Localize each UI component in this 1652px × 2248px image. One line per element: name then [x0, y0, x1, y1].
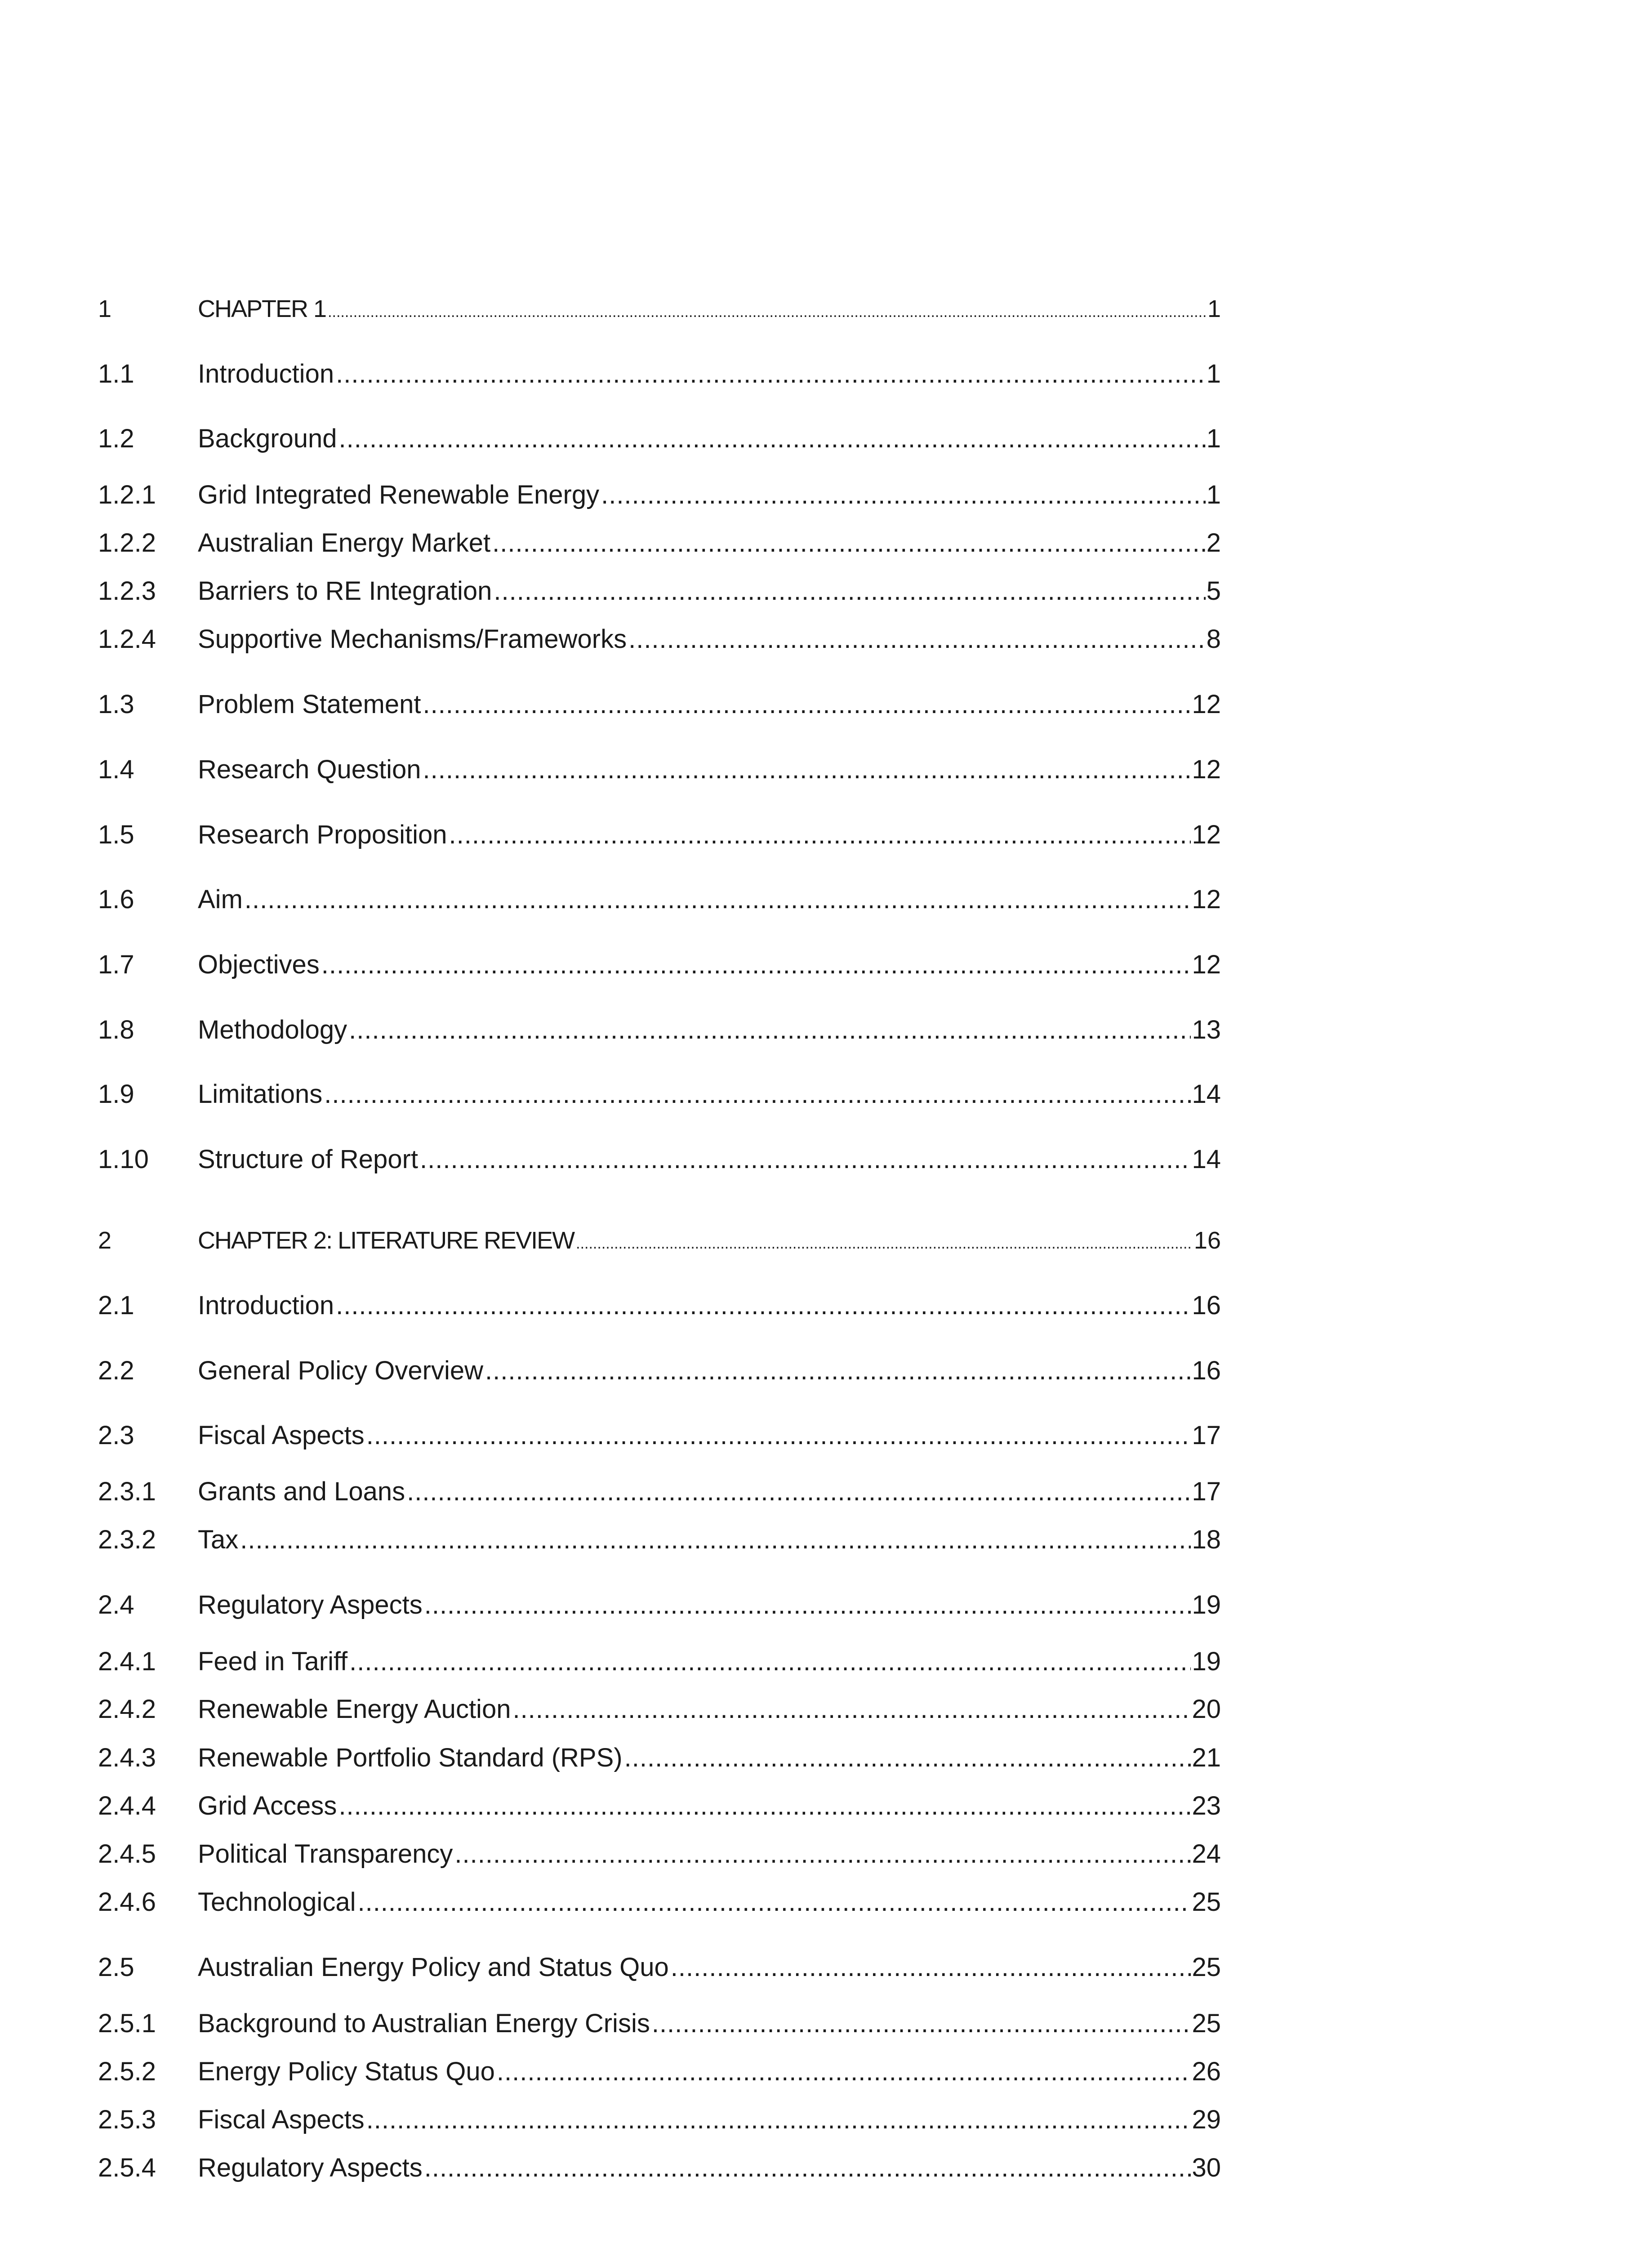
toc-entry[interactable]: [98, 525, 1221, 561]
toc-entry-page-number: 12: [1192, 885, 1221, 914]
toc-entry-title: Research Proposition: [198, 820, 447, 849]
toc-entry-title: Renewable Portfolio Standard (RPS): [198, 1743, 623, 1772]
toc-entry[interactable]: [98, 356, 1221, 392]
toc-entry[interactable]: [98, 1884, 1221, 1920]
toc-entry-number: 2.1: [98, 1291, 134, 1320]
toc-entry[interactable]: [98, 1691, 1221, 1727]
toc-entry-number: 1.2: [98, 424, 134, 453]
toc-entry-page-number: 14: [1192, 1079, 1221, 1109]
toc-entry-page-number: 23: [1192, 1791, 1221, 1820]
toc-entry-number: 2.2: [98, 1356, 134, 1385]
toc-entry[interactable]: [98, 1587, 1221, 1623]
toc-entry-page-number: 16: [1193, 1227, 1221, 1254]
toc-entry[interactable]: [98, 1949, 1221, 1985]
toc-entry-page-number: 2: [1206, 528, 1221, 558]
toc-entry-page-number: 12: [1192, 950, 1221, 979]
toc-entry-number: 2.4.6: [98, 1887, 156, 1917]
toc-entry-page-number: 25: [1192, 1887, 1221, 1917]
toc-entry-page-number: 12: [1192, 820, 1221, 849]
toc-entry-page-number: 26: [1192, 2057, 1221, 2086]
toc-entry[interactable]: [98, 1142, 1221, 1178]
toc-entry[interactable]: [98, 1522, 1221, 1558]
toc-entry-title: Methodology: [198, 1015, 347, 1044]
toc-entry-page-number: 12: [1192, 755, 1221, 784]
toc-entry-title: Structure of Report: [198, 1145, 418, 1174]
toc-entry-number: 2.4.4: [98, 1791, 156, 1820]
toc-entry-title: Technological: [198, 1887, 356, 1917]
toc-entry-number: 1.8: [98, 1015, 134, 1044]
dot-leader: [366, 1418, 1191, 1454]
toc-entry-page-number: 19: [1192, 1590, 1221, 1619]
toc-entry-number: 1.2.1: [98, 480, 156, 509]
toc-entry-page-number: 17: [1192, 1477, 1221, 1506]
toc-entry-page-number: 29: [1192, 2105, 1221, 2134]
toc-entry-number: 2: [98, 1227, 111, 1254]
toc-entry-title: General Policy Overview: [198, 1356, 483, 1385]
dot-leader: [652, 2006, 1191, 2042]
toc-entry-title: Background: [198, 424, 337, 453]
toc-entry-page-number: 24: [1192, 1839, 1221, 1869]
toc-entry-number: 1.9: [98, 1079, 134, 1109]
toc-entry-title: Australian Energy Market: [198, 528, 491, 558]
toc-entry[interactable]: [98, 1012, 1221, 1048]
toc-entry-number: 1.1: [98, 359, 134, 388]
toc-entry-number: 2.5.4: [98, 2153, 156, 2182]
toc-entry[interactable]: [98, 2006, 1221, 2042]
dot-leader: [324, 1076, 1191, 1112]
toc-entry-title: CHAPTER 1: [198, 295, 326, 322]
toc-entry-page-number: 16: [1192, 1356, 1221, 1385]
toc-entry-page-number: 25: [1192, 2009, 1221, 2038]
dot-leader: [424, 2150, 1191, 2186]
toc-entry-number: 2.3: [98, 1421, 134, 1450]
toc-entry[interactable]: [98, 2054, 1221, 2090]
dot-leader: [576, 1226, 1193, 1262]
toc-entry-page-number: 18: [1192, 1525, 1221, 1554]
toc-entry[interactable]: [98, 573, 1221, 609]
toc-entry-page-number: 8: [1206, 624, 1221, 654]
toc-entry-number: 1.2.2: [98, 528, 156, 558]
toc-entry-number: 1.3: [98, 690, 134, 719]
dot-leader: [240, 1522, 1191, 1558]
toc-entry-title: Research Question: [198, 755, 421, 784]
dot-leader: [449, 817, 1191, 853]
toc-entry[interactable]: [98, 2150, 1221, 2186]
toc-entry[interactable]: [98, 752, 1221, 788]
dot-leader: [328, 294, 1207, 330]
toc-entry-title: Barriers to RE Integration: [198, 576, 492, 606]
toc-entry[interactable]: [98, 2102, 1221, 2138]
toc-entry-page-number: 17: [1192, 1421, 1221, 1450]
toc-entry-title: Fiscal Aspects: [198, 2105, 365, 2134]
dot-leader: [321, 947, 1191, 983]
toc-entry-number: 2.5: [98, 1953, 134, 1982]
toc-entry-number: 2.5.3: [98, 2105, 156, 2134]
toc-entry-title: Feed in Tariff: [198, 1647, 348, 1676]
toc-entry-title: Renewable Energy Auction: [198, 1695, 511, 1724]
toc-entry-title: Grants and Loans: [198, 1477, 405, 1506]
dot-leader: [512, 1691, 1191, 1727]
toc-entry[interactable]: [98, 1288, 1221, 1324]
dot-leader: [357, 1884, 1191, 1920]
toc-entry[interactable]: [98, 477, 1221, 513]
toc-entry[interactable]: [98, 1740, 1221, 1776]
dot-leader: [245, 882, 1191, 918]
toc-entry[interactable]: [98, 1076, 1221, 1112]
dot-leader: [349, 1012, 1191, 1048]
dot-leader: [492, 525, 1206, 561]
dot-leader: [336, 1288, 1191, 1324]
toc-entry[interactable]: [98, 1644, 1221, 1680]
toc-entry-page-number: 21: [1192, 1743, 1221, 1772]
toc-entry-page-number: 1: [1207, 295, 1221, 322]
toc-entry-title: Grid Integrated Renewable Energy: [198, 480, 600, 509]
toc-entry-number: 1.6: [98, 885, 134, 914]
toc-entry-number: 2.5.2: [98, 2057, 156, 2086]
toc-entry-number: 1.5: [98, 820, 134, 849]
dot-leader: [628, 621, 1206, 657]
toc-entry-number: 2.4.1: [98, 1647, 156, 1676]
toc-entry-title: Australian Energy Policy and Status Quo: [198, 1953, 669, 1982]
toc-entry-title: Limitations: [198, 1079, 323, 1109]
toc-entry-title: Political Transparency: [198, 1839, 453, 1869]
toc-entry-number: 2.4.5: [98, 1839, 156, 1869]
toc-entry-title: Regulatory Aspects: [198, 1590, 423, 1619]
toc-entry[interactable]: [98, 947, 1221, 983]
dot-leader: [601, 477, 1206, 513]
toc-entry-title: Energy Policy Status Quo: [198, 2057, 495, 2086]
toc-entry-page-number: 1: [1206, 359, 1221, 388]
toc-entry-page-number: 14: [1192, 1145, 1221, 1174]
toc-entry-number: 2.3.2: [98, 1525, 156, 1554]
dot-leader: [366, 2102, 1191, 2138]
toc-entry[interactable]: [98, 1474, 1221, 1510]
toc-entry-number: 1.2.4: [98, 624, 156, 654]
dot-leader: [423, 752, 1191, 788]
toc-chapter-entry[interactable]: [98, 1222, 1221, 1258]
dot-leader: [671, 1949, 1191, 1985]
toc-entry-title: Problem Statement: [198, 690, 421, 719]
toc-entry[interactable]: [98, 817, 1221, 853]
toc-entry[interactable]: [98, 421, 1221, 457]
toc-entry-number: 2.4.3: [98, 1743, 156, 1772]
dot-leader: [349, 1644, 1191, 1680]
toc-entry-title: Background to Australian Energy Crisis: [198, 2009, 650, 2038]
toc-entry-title: Introduction: [198, 1291, 334, 1320]
toc-entry-number: 2.3.1: [98, 1477, 156, 1506]
toc-entry-title: Tax: [198, 1525, 239, 1554]
toc-entry-title: Supportive Mechanisms/Frameworks: [198, 624, 627, 654]
toc-chapter-entry[interactable]: [98, 291, 1221, 327]
toc-entry-page-number: 1: [1206, 480, 1221, 509]
toc-entry-page-number: 19: [1192, 1647, 1221, 1676]
toc-entry-number: 1.10: [98, 1145, 149, 1174]
dot-leader: [624, 1740, 1191, 1776]
toc-entry-page-number: 30: [1192, 2153, 1221, 2182]
toc-entry-title: Aim: [198, 885, 243, 914]
toc-entry-number: 1.4: [98, 755, 134, 784]
toc-entry-page-number: 16: [1192, 1291, 1221, 1320]
toc-entry-page-number: 20: [1192, 1695, 1221, 1724]
toc-entry[interactable]: [98, 1353, 1221, 1389]
toc-entry-title: Regulatory Aspects: [198, 2153, 423, 2182]
toc-entry[interactable]: [98, 1418, 1221, 1454]
dot-leader: [485, 1353, 1191, 1389]
toc-entry-page-number: 12: [1192, 690, 1221, 719]
dot-leader: [497, 2054, 1191, 2090]
dot-leader: [424, 1587, 1191, 1623]
toc-entry-number: 2.4: [98, 1590, 134, 1619]
toc-entry-title: CHAPTER 2: LITERATURE REVIEW: [198, 1227, 574, 1254]
toc-entry-number: 2.5.1: [98, 2009, 156, 2038]
dot-leader: [420, 1142, 1191, 1178]
dot-leader: [494, 573, 1205, 609]
toc-entry-page-number: 13: [1192, 1015, 1221, 1044]
dot-leader: [339, 421, 1206, 457]
toc-entry[interactable]: [98, 882, 1221, 918]
dot-leader: [454, 1836, 1191, 1872]
dot-leader: [407, 1474, 1191, 1510]
toc-entry-page-number: 5: [1206, 576, 1221, 606]
toc-entry-page-number: 25: [1192, 1953, 1221, 1982]
toc-entry[interactable]: [98, 1788, 1221, 1824]
toc-entry-title: Grid Access: [198, 1791, 337, 1820]
toc-entry-title: Objectives: [198, 950, 320, 979]
toc-entry-page-number: 1: [1206, 424, 1221, 453]
toc-entry-number: 2.4.2: [98, 1695, 156, 1724]
toc-entry[interactable]: [98, 687, 1221, 723]
toc-entry-number: 1.2.3: [98, 576, 156, 606]
toc-entry[interactable]: [98, 1836, 1221, 1872]
dot-leader: [336, 356, 1206, 392]
dot-leader: [423, 687, 1191, 723]
toc-entry-title: Fiscal Aspects: [198, 1421, 365, 1450]
dot-leader: [338, 1788, 1191, 1824]
toc-entry-title: Introduction: [198, 359, 334, 388]
toc-entry[interactable]: [98, 621, 1221, 657]
toc-entry-number: 1: [98, 295, 111, 322]
toc-entry-number: 1.7: [98, 950, 134, 979]
